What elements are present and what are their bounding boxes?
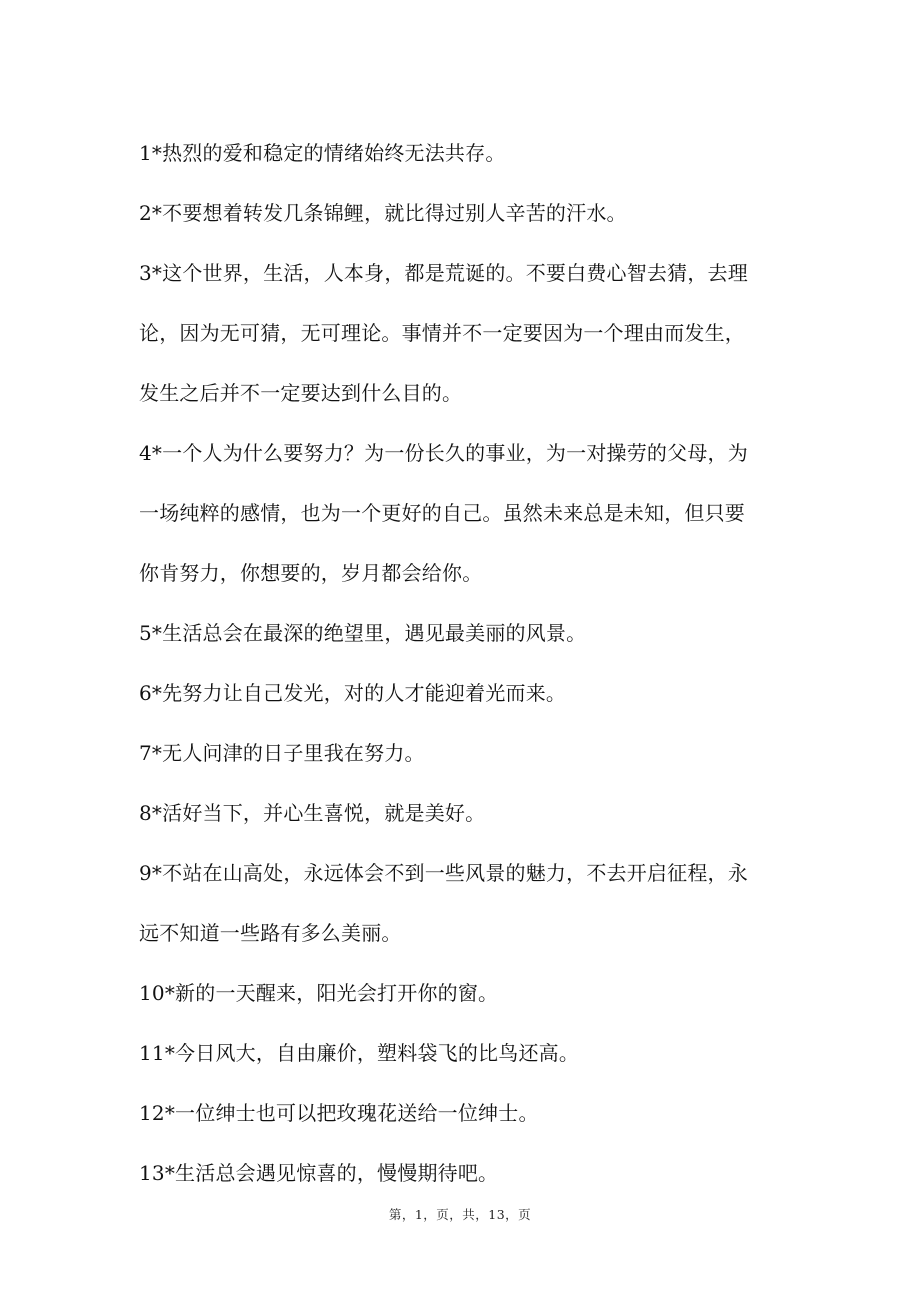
text-line: 5*生活总会在最深的绝望里，遇见最美丽的风景。: [139, 621, 587, 645]
text-line: 13*生活总会遇见惊喜的，慢慢期待吧。: [139, 1161, 499, 1185]
text-line: 6*先努力让自己发光，对的人才能迎着光而来。: [139, 681, 567, 705]
text-line: 1*热烈的爱和稳定的情绪始终无法共存。: [139, 141, 506, 165]
document-body: [139, 123, 789, 1203]
text-line: 11*今日风大，自由廉价，塑料袋飞的比鸟还高。: [139, 1041, 580, 1065]
text-line: 8*活好当下，并心生喜悦，就是美好。: [139, 801, 486, 825]
text-line: 4*一个人为什么要努力？为一份长久的事业，为一对操劳的父母，为: [139, 441, 748, 465]
text-line: 一场纯粹的感情，也为一个更好的自己。虽然未来总是未知，但只要: [139, 501, 745, 525]
text-line: 3*这个世界，生活，人本身，都是荒诞的。不要白费心智去猜，去理: [139, 261, 748, 285]
text-line: 远不知道一些路有多么美丽。: [139, 921, 402, 945]
text-line: 论，因为无可猜，无可理论。事情并不一定要因为一个理由而发生，: [139, 321, 745, 345]
page-number-footer: 第，1，页，共，13，页: [388, 1207, 532, 1222]
text-line: 10*新的一天醒来，阳光会打开你的窗。: [139, 981, 499, 1005]
text-line: 12*一位绅士也可以把玫瑰花送给一位绅士。: [139, 1101, 539, 1125]
text-line: 9*不站在山高处，永远体会不到一些风景的魅力，不去开启征程，永: [139, 861, 748, 885]
text-line: 发生之后并不一定要达到什么目的。: [139, 381, 463, 405]
text-line: 你肯努力，你想要的，岁月都会给你。: [139, 561, 483, 585]
text-line: 2*不要想着转发几条锦鲤，就比得过别人辛苦的汗水。: [139, 201, 627, 225]
text-line: 7*无人问津的日子里我在努力。: [139, 741, 425, 765]
